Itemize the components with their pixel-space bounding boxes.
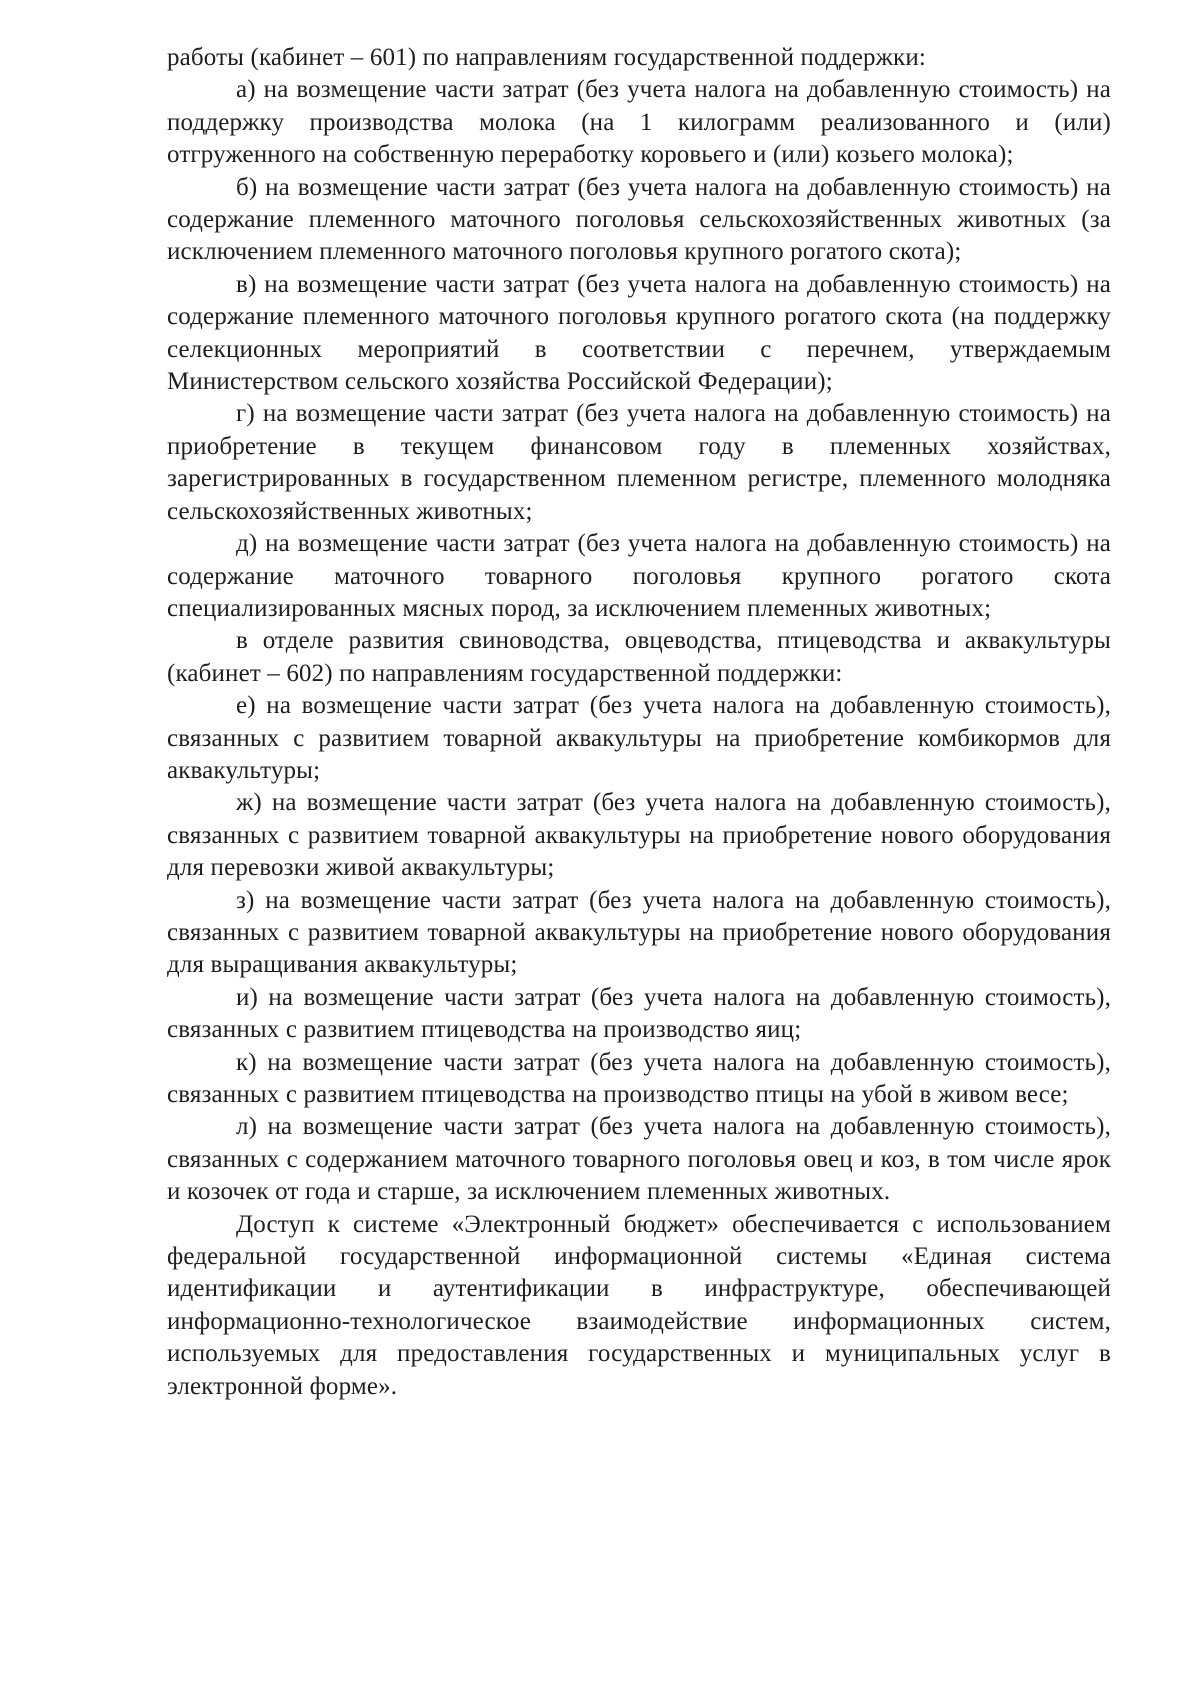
document-body xyxy=(167,42,1111,1403)
paragraph-item-d: д) на возмещение части затрат (без учета налога на добавленную стоимость) на содержание маточного товарного поголовья крупного рогатого скота специализированных мясных пород, за исключением племенных животных; xyxy=(167,530,1111,622)
paragraph-item-b: б) на возмещение части затрат (без учета налога на добавленную стоимость) на содержание племенного маточного поголовья сельскохозяйственных животных (за исключением племенного маточного поголовья крупного рогатого скота); xyxy=(167,173,1111,266)
paragraph-item-a: а) на возмещение части затрат (без учета налога на добавленную стоимость) на поддержку производства молока (на 1 килограмм реализованного и (или) отгруженного на собственную переработку коровьего и (или) козьего молока); xyxy=(167,76,1111,169)
paragraph-department-602: в отделе развития свиноводства, овцеводства, птицеводства и аквакультуры (кабинет – 602) по направлениям государственной поддержки: xyxy=(167,627,1111,687)
paragraph-item-i: и) на возмещение части затрат (без учета налога на добавленную стоимость), связанных с развитием птицеводства на производство яиц; xyxy=(167,983,1111,1044)
paragraph-electronic-budget-access: Доступ к системе «Электронный бюджет» обеспечивается с использованием федеральной государственной информационной системы «Единая система идентификации и аутентификации в инфраструктуре, обеспечивающей информационно-технологическое взаимодействие информационных систем, используемых для предоставления государственных и муниципальных услуг в электронной форме». xyxy=(167,1210,1111,1400)
paragraph-item-g: г) на возмещение части затрат (без учета налога на добавленную стоимость) на приобретение в текущем финансовом году в племенных хозяйствах, зарегистрированных в государственном племенном регистре, племенного молодняка сельскохозяйственных животных; xyxy=(167,400,1111,525)
paragraph-item-k: к) на возмещение части затрат (без учета налога на добавленную стоимость), связанных с развитием птицеводства на производство птицы на убой в живом весе; xyxy=(167,1048,1111,1108)
paragraph-item-z: з) на возмещение части затрат (без учета налога на добавленную стоимость), связанных с развитием товарной аквакультуры на приобретение нового оборудования для выращивания аквакультуры; xyxy=(167,886,1111,979)
paragraph-item-v: в) на возмещение части затрат (без учета налога на добавленную стоимость) на содержание племенного маточного поголовья крупного рогатого скота (на поддержку селекционных мероприятий в соответствии с перечнем, утверждаемым Министерством сельского хозяйства Российской Федерации); xyxy=(167,270,1111,396)
paragraph-item-e: е) на возмещение части затрат (без учета налога на добавленную стоимость), связанных с развитием товарной аквакультуры на приобретение комбикормов для аквакультуры; xyxy=(167,692,1111,784)
paragraph-item-l: л) на возмещение части затрат (без учета налога на добавленную стоимость), связанных с содержанием маточного товарного поголовья овец и коз, в том числе ярок и козочек от года и старше, за исключением племенных животных. xyxy=(167,1113,1111,1206)
paragraph-continuation: работы (кабинет – 601) по направлениям государственной поддержки: xyxy=(167,44,926,71)
paragraph-item-zh: ж) на возмещение части затрат (без учета налога на добавленную стоимость), связанных с развитием товарной аквакультуры на приобретение нового оборудования для перевозки живой аквакультуры; xyxy=(167,789,1111,882)
